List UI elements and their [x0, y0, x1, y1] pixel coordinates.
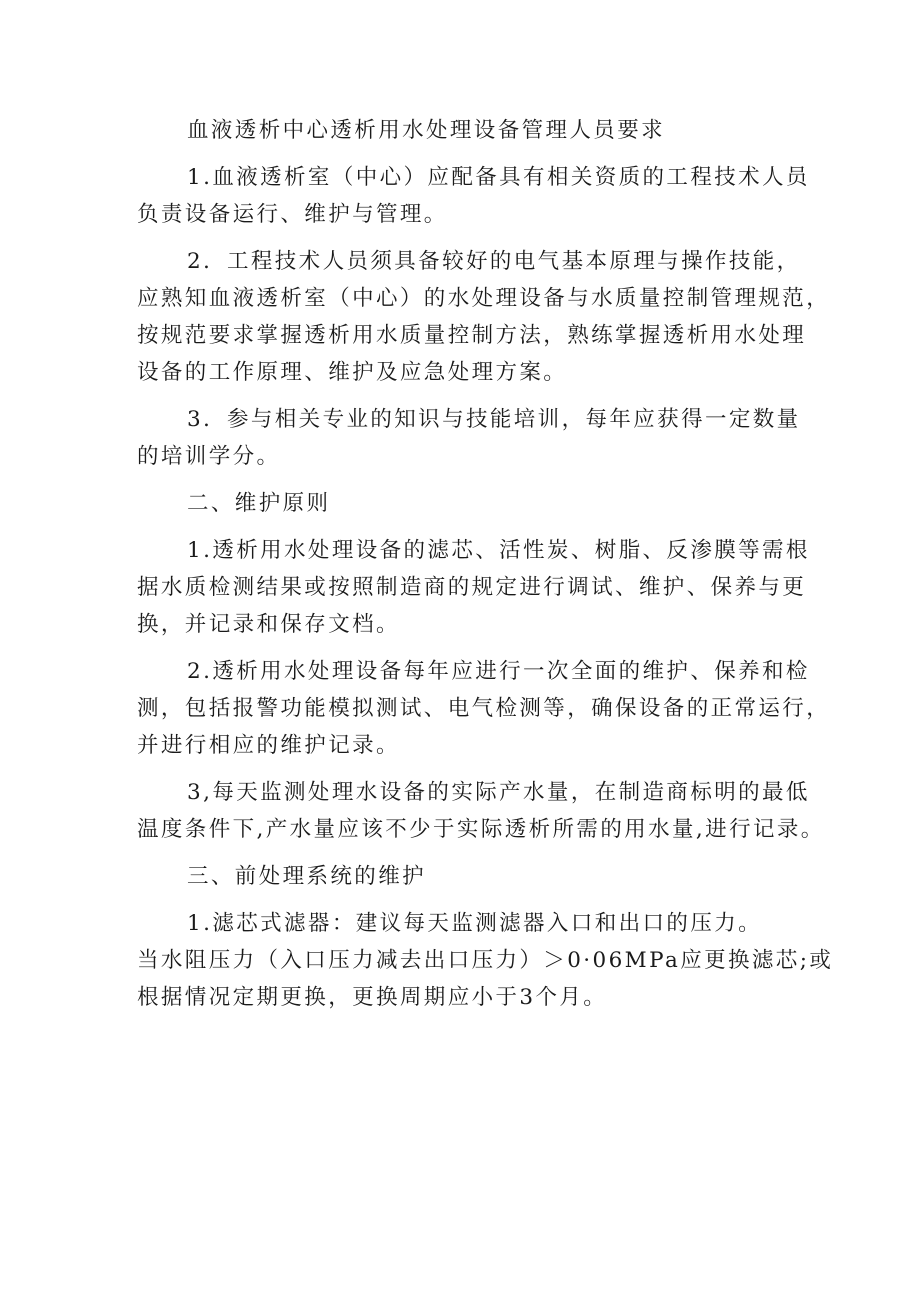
paragraph-7 [137, 905, 834, 1016]
paragraph-line: 换，并记录和保存文档。 [137, 612, 400, 637]
paragraph-line: 的培训学分。 [137, 444, 281, 469]
document-title: 血液透析中心透析用水处理设备管理人员要求 [187, 118, 666, 143]
paragraph-line: 2.透析用水处理设备每年应进行一次全面的维护、保养和检 [187, 659, 810, 684]
paragraph-4 [137, 532, 810, 643]
paragraph-line: 1.滤芯式滤器：建议每天监测滤器入口和出口的压力。 [187, 911, 763, 936]
paragraph-line: 1.血液透析室（中心）应配备具有相关资质的工程技术人员 [187, 165, 810, 190]
paragraph-line: 应熟知血液透析室（中心）的水处理设备与水质量控制管理规范， [137, 286, 831, 311]
document-body [137, 112, 834, 1016]
paragraph-line: 3．参与相关专业的知识与技能培训，每年应获得一定数量 [187, 407, 801, 432]
paragraph-3 [137, 401, 801, 475]
section-heading: 三、前处理系统的维护 [187, 864, 427, 889]
paragraph-1 [137, 159, 810, 233]
paragraph-line: 并进行相应的维护记录。 [137, 733, 400, 758]
paragraph-line: 按规范要求掌握透析用水质量控制方法，熟练掌握透析用水处理 [137, 323, 807, 348]
paragraph-line: 根据情况定期更换，更换周期应小于3个月。 [137, 985, 608, 1010]
paragraph-line: 当水阻压力（入口压力减去出口压力）＞0·06MPa应更换滤芯;或 [137, 948, 834, 973]
paragraph-line: 1.透析用水处理设备的滤芯、活性炭、树脂、反渗膜等需根 [187, 538, 810, 563]
paragraph-line: 负责设备运行、维护与管理。 [137, 202, 448, 227]
paragraph-line: 温度条件下,产水量应该不少于实际透析所需的用水量,进行记录。 [137, 817, 825, 842]
paragraph-line: 测，包括报警功能模拟测试、电气检测等，确保设备的正常运行， [137, 696, 831, 721]
paragraph-5 [137, 653, 831, 764]
paragraph-2 [137, 243, 831, 391]
paragraph-line: 2．工程技术人员须具备较好的电气基本原理与操作技能， [187, 249, 801, 274]
section-heading: 二、维护原则 [187, 491, 331, 516]
section-heading-2 [137, 485, 797, 522]
paragraph-line: 设备的工作原理、维护及应急处理方案。 [137, 360, 568, 385]
section-heading-3 [137, 858, 797, 895]
paragraph-line: 3,每天监测处理水设备的实际产水量，在制造商标明的最低 [187, 780, 810, 805]
paragraph-6 [137, 774, 825, 848]
paragraph-line: 据水质检测结果或按照制造商的规定进行调试、维护、保养与更 [137, 575, 807, 600]
